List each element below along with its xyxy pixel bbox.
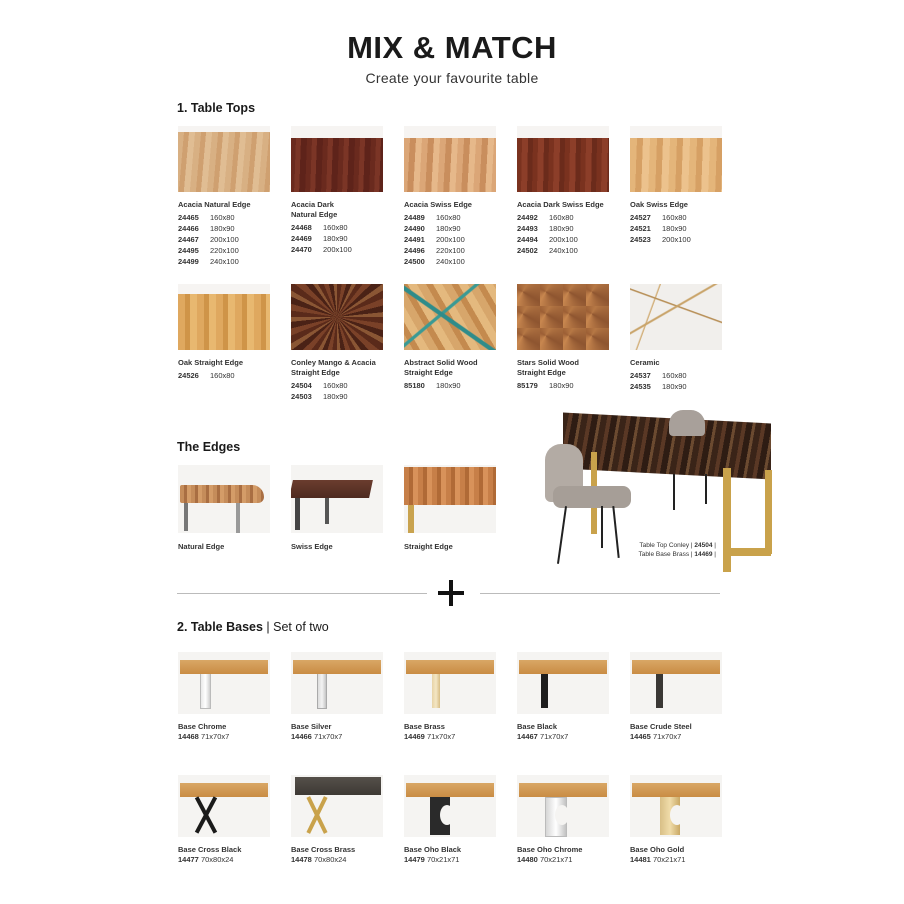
table-top-swatch bbox=[291, 126, 383, 192]
page-subtitle: Create your favourite table bbox=[365, 70, 539, 86]
product-size: 70x21x71 bbox=[426, 855, 460, 864]
product-size: 71x70x7 bbox=[539, 732, 569, 741]
product-size: 180x90 bbox=[210, 224, 235, 233]
product-code: 24535 bbox=[630, 382, 651, 391]
edge-image bbox=[404, 465, 496, 533]
product-code: 85180 bbox=[404, 381, 425, 390]
product-code: 24489 bbox=[404, 213, 425, 222]
product-code: 24523 bbox=[630, 235, 651, 244]
table-top-swatch bbox=[178, 284, 270, 350]
section-heading-bases bbox=[177, 620, 329, 634]
product-code: 24499 bbox=[178, 257, 199, 266]
caption-code: 14469 bbox=[694, 551, 713, 558]
product-size: 240x100 bbox=[436, 257, 465, 266]
product-code: 24493 bbox=[517, 224, 538, 233]
edge-card[interactable] bbox=[178, 465, 270, 551]
table-base-card[interactable] bbox=[178, 775, 270, 865]
product-code: 14465 bbox=[630, 732, 651, 741]
product-code: 14478 bbox=[291, 855, 312, 864]
table-base-name: Base Chrome bbox=[178, 722, 227, 731]
product-size: 160x80 bbox=[436, 213, 461, 222]
product-code: 24502 bbox=[517, 246, 538, 255]
product-size: 180x90 bbox=[323, 234, 348, 243]
table-base-name: Base Cross Brass bbox=[291, 845, 356, 854]
table-top-card[interactable] bbox=[517, 284, 609, 391]
table-top-swatch bbox=[630, 126, 722, 192]
table-base-image bbox=[517, 652, 609, 714]
table-base-name: Base Black bbox=[517, 722, 558, 731]
table-base-card[interactable] bbox=[404, 775, 496, 865]
product-size: 70x21x71 bbox=[539, 855, 573, 864]
product-size: 180x90 bbox=[662, 224, 687, 233]
table-top-card[interactable] bbox=[404, 126, 496, 267]
edge-image bbox=[291, 465, 383, 533]
table-base-card[interactable] bbox=[630, 775, 722, 865]
table-base-name: Base Silver bbox=[291, 722, 332, 731]
edge-card[interactable] bbox=[404, 465, 496, 551]
plus-icon bbox=[436, 578, 466, 608]
table-top-swatch bbox=[404, 126, 496, 192]
product-size: 71x70x7 bbox=[652, 732, 682, 741]
product-code: 14481 bbox=[630, 855, 651, 864]
product-code: 24504 bbox=[291, 381, 312, 390]
product-size: 160x80 bbox=[662, 213, 687, 222]
product-size: 160x80 bbox=[549, 213, 574, 222]
product-size: 200x100 bbox=[436, 235, 465, 244]
table-top-swatch bbox=[517, 126, 609, 192]
product-size: 200x100 bbox=[662, 235, 691, 244]
table-top-card[interactable] bbox=[178, 284, 270, 381]
caption-code: 24504 bbox=[694, 542, 713, 549]
table-top-name: Conley Mango & Acacia Straight Edge bbox=[291, 358, 376, 377]
product-code: 24496 bbox=[404, 246, 425, 255]
product-size: 160x80 bbox=[323, 381, 348, 390]
section-heading-bases-title: 2. Table Bases bbox=[177, 620, 263, 634]
edge-card[interactable] bbox=[291, 465, 383, 551]
product-code: 14477 bbox=[178, 855, 199, 864]
product-size: 71x70x7 bbox=[313, 732, 343, 741]
caption-text: | bbox=[714, 551, 716, 558]
table-base-image bbox=[630, 652, 722, 714]
product-size: 180x90 bbox=[662, 382, 687, 391]
product-code: 24468 bbox=[291, 223, 312, 232]
product-size: 220x100 bbox=[210, 246, 239, 255]
product-code: 24494 bbox=[517, 235, 538, 244]
table-top-card[interactable] bbox=[291, 126, 383, 255]
table-top-swatch bbox=[178, 126, 270, 192]
table-base-card[interactable] bbox=[291, 775, 383, 865]
product-code: 14467 bbox=[517, 732, 538, 741]
divider-left bbox=[177, 593, 427, 594]
product-code: 24467 bbox=[178, 235, 199, 244]
product-code: 24527 bbox=[630, 213, 651, 222]
table-top-name: Stars Solid Wood Straight Edge bbox=[517, 358, 579, 377]
product-code: 24500 bbox=[404, 257, 425, 266]
product-code: 24526 bbox=[178, 371, 199, 380]
table-top-swatch bbox=[404, 284, 496, 350]
table-base-image bbox=[291, 652, 383, 714]
product-size: 71x70x7 bbox=[200, 732, 230, 741]
table-top-name: Ceramic bbox=[630, 358, 660, 367]
product-size: 180x90 bbox=[549, 381, 574, 390]
edge-image bbox=[178, 465, 270, 533]
product-code: 24490 bbox=[404, 224, 425, 233]
table-base-name: Base Brass bbox=[404, 722, 445, 731]
table-base-name: Base Cross Black bbox=[178, 845, 242, 854]
table-top-name: Oak Straight Edge bbox=[178, 358, 244, 367]
edge-label: Straight Edge bbox=[404, 542, 453, 551]
product-code: 14480 bbox=[517, 855, 538, 864]
divider-right bbox=[480, 593, 720, 594]
product-code: 14466 bbox=[291, 732, 312, 741]
product-size: 180x90 bbox=[436, 381, 461, 390]
product-code: 85179 bbox=[517, 381, 538, 390]
table-base-name: Base Oho Black bbox=[404, 845, 462, 854]
product-size: 160x80 bbox=[662, 371, 687, 380]
featured-caption bbox=[620, 541, 716, 559]
table-base-image bbox=[291, 775, 383, 837]
product-size: 160x80 bbox=[210, 371, 235, 380]
product-code: 24466 bbox=[178, 224, 199, 233]
table-top-card[interactable] bbox=[630, 284, 722, 392]
product-size: 180x90 bbox=[323, 392, 348, 401]
table-base-image bbox=[517, 775, 609, 837]
product-size: 200x100 bbox=[323, 245, 352, 254]
table-base-name: Base Crude Steel bbox=[630, 722, 692, 731]
table-top-card[interactable] bbox=[178, 126, 270, 267]
table-top-name: Abstract Solid Wood Straight Edge bbox=[404, 358, 478, 377]
product-code: 24469 bbox=[291, 234, 312, 243]
caption-text: Table Base Brass | bbox=[638, 551, 693, 558]
product-size: 71x70x7 bbox=[426, 732, 456, 741]
table-top-name: Acacia Swiss Edge bbox=[404, 200, 472, 209]
product-code: 24495 bbox=[178, 246, 199, 255]
page-title: MIX & MATCH bbox=[347, 30, 557, 65]
table-base-card[interactable] bbox=[178, 652, 270, 742]
product-size: 70x21x71 bbox=[652, 855, 686, 864]
table-base-image bbox=[178, 652, 270, 714]
table-top-name: Acacia Dark Swiss Edge bbox=[517, 200, 604, 209]
table-base-card[interactable] bbox=[291, 652, 383, 742]
product-size: 160x80 bbox=[323, 223, 348, 232]
product-size: 70x80x24 bbox=[200, 855, 234, 864]
edge-label: Swiss Edge bbox=[291, 542, 333, 551]
table-base-image bbox=[404, 652, 496, 714]
table-base-image bbox=[178, 775, 270, 837]
product-size: 160x80 bbox=[210, 213, 235, 222]
product-code: 14479 bbox=[404, 855, 425, 864]
product-code: 14468 bbox=[178, 732, 199, 741]
edge-label: Natural Edge bbox=[178, 542, 225, 551]
product-size: 200x100 bbox=[549, 235, 578, 244]
table-base-name: Base Oho Gold bbox=[630, 845, 685, 854]
caption-text: | bbox=[714, 542, 716, 549]
product-code: 24491 bbox=[404, 235, 425, 244]
table-base-image bbox=[404, 775, 496, 837]
table-base-card[interactable] bbox=[517, 652, 609, 742]
product-size: 220x100 bbox=[436, 246, 465, 255]
product-size: 240x100 bbox=[210, 257, 239, 266]
table-top-card[interactable] bbox=[404, 284, 496, 391]
section-heading-tops: 1. Table Tops bbox=[177, 101, 256, 115]
product-size: 70x80x24 bbox=[313, 855, 347, 864]
product-code: 14469 bbox=[404, 732, 425, 741]
section-heading-bases-suffix: | Set of two bbox=[266, 620, 329, 634]
product-size: 240x100 bbox=[549, 246, 578, 255]
table-top-swatch bbox=[630, 284, 722, 350]
caption-text: Table Top Conley | bbox=[639, 542, 693, 549]
table-base-name: Base Oho Chrome bbox=[517, 845, 583, 854]
product-code: 24537 bbox=[630, 371, 651, 380]
product-code: 24492 bbox=[517, 213, 538, 222]
table-top-name: Oak Swiss Edge bbox=[630, 200, 688, 209]
product-code: 24465 bbox=[178, 213, 199, 222]
table-top-swatch bbox=[517, 284, 609, 350]
table-base-card[interactable] bbox=[630, 652, 722, 742]
product-code: 24503 bbox=[291, 392, 312, 401]
section-heading-edges: The Edges bbox=[177, 440, 241, 454]
product-size: 180x90 bbox=[549, 224, 574, 233]
table-base-card[interactable] bbox=[404, 652, 496, 742]
table-base-card[interactable] bbox=[517, 775, 609, 865]
product-size: 180x90 bbox=[436, 224, 461, 233]
product-code: 24521 bbox=[630, 224, 651, 233]
table-top-swatch bbox=[291, 284, 383, 350]
table-top-card[interactable] bbox=[517, 126, 609, 256]
table-top-card[interactable] bbox=[291, 284, 383, 402]
table-top-card[interactable] bbox=[630, 126, 722, 245]
table-top-name: Acacia Dark Natural Edge bbox=[291, 200, 338, 219]
table-base-image bbox=[630, 775, 722, 837]
table-top-name: Acacia Natural Edge bbox=[178, 200, 251, 209]
product-size: 200x100 bbox=[210, 235, 239, 244]
product-code: 24470 bbox=[291, 245, 312, 254]
